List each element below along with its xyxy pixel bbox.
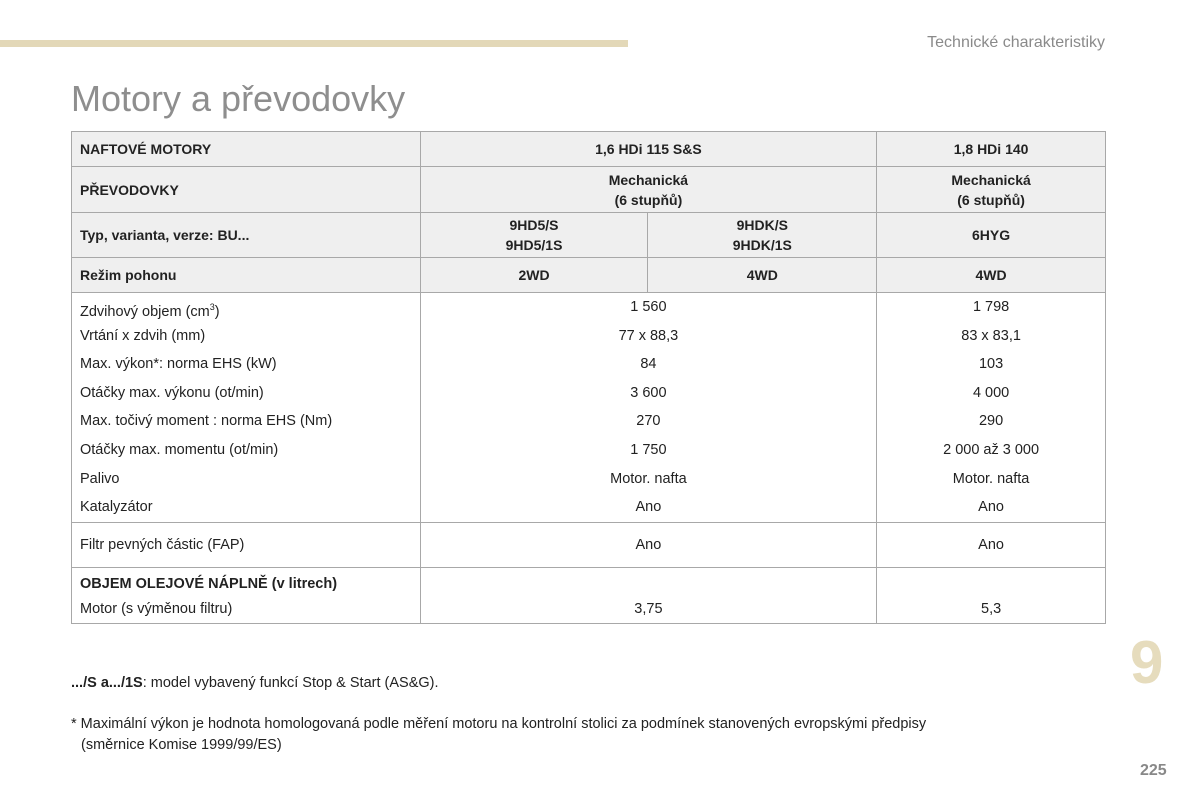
spec-labels bbox=[72, 293, 421, 523]
spec-values-b bbox=[877, 293, 1106, 523]
spec-value: 103 bbox=[978, 356, 1004, 373]
spec-label: Vrtání x zdvih (mm) bbox=[80, 327, 206, 344]
spec-value: Ano bbox=[635, 499, 662, 516]
table-row-gearbox bbox=[72, 167, 1106, 213]
spec-label: Palivo bbox=[80, 470, 120, 487]
drive-label: Režim pohonu bbox=[72, 258, 421, 293]
drive-b: 4WD bbox=[877, 258, 1106, 293]
table-row-oil bbox=[72, 595, 1106, 623]
fap-label: Filtr pevných částic (FAP) bbox=[72, 522, 421, 567]
table-row-drive bbox=[72, 258, 1106, 293]
footnote-power-line1: * Maximální výkon je hodnota homologovaná podle měření motoru na kontrolní stolici za podmínek stanovených evropskými předpisy bbox=[71, 716, 927, 732]
spec-value: 270 bbox=[636, 413, 661, 430]
spec-label: Katalyzátor bbox=[80, 499, 153, 516]
type-a1 bbox=[420, 213, 648, 258]
fap-b: Ano bbox=[877, 522, 1106, 567]
type-a1-line2: 9HD5/1S bbox=[505, 237, 563, 253]
oil-b: 5,3 bbox=[877, 595, 1106, 623]
section-title: Technické charakteristiky bbox=[927, 34, 1105, 51]
oil-label: Motor (s výměnou filtru) bbox=[72, 595, 421, 623]
spec-value: Motor. nafta bbox=[952, 470, 1030, 487]
spec-value: 83 x 83,1 bbox=[961, 327, 1021, 344]
drive-a2: 4WD bbox=[648, 258, 877, 293]
spec-value: 1 560 bbox=[630, 299, 667, 315]
engine-b-name: 1,8 HDi 140 bbox=[877, 132, 1106, 167]
spec-value: 77 x 88,3 bbox=[618, 327, 679, 344]
spec-value: 2 000 až 3 000 bbox=[943, 441, 1040, 458]
engine-spec-table bbox=[71, 131, 1106, 624]
page-number: 225 bbox=[1140, 762, 1167, 779]
spec-value: Ano bbox=[978, 499, 1004, 516]
spec-label: Otáčky max. výkonu (ot/min) bbox=[80, 384, 264, 401]
engine-a-name: 1,6 HDi 115 S&S bbox=[420, 132, 877, 167]
spec-values-a bbox=[420, 293, 877, 523]
spec-value: 1 798 bbox=[972, 299, 1010, 315]
engines-label: NAFTOVÉ MOTORY bbox=[72, 132, 421, 167]
type-a2-line2: 9HDK/1S bbox=[732, 237, 792, 253]
spec-value: 1 750 bbox=[630, 441, 667, 458]
type-a2-line1: 9HDK/S bbox=[736, 217, 788, 233]
spec-value: 84 bbox=[640, 356, 657, 373]
table-row-type bbox=[72, 213, 1106, 258]
type-label: Typ, varianta, verze: BU... bbox=[72, 213, 421, 258]
spec-value: 290 bbox=[978, 413, 1004, 430]
top-accent-bar bbox=[0, 40, 628, 47]
gearbox-a-line1: Mechanická bbox=[608, 171, 689, 188]
footnote-stop-start bbox=[71, 675, 439, 691]
spec-value: 4 000 bbox=[972, 384, 1010, 401]
spec-value: Motor. nafta bbox=[610, 470, 687, 487]
footnote-bold: .../S a.../1S bbox=[71, 675, 143, 691]
gearbox-b bbox=[877, 167, 1106, 213]
type-a2 bbox=[648, 213, 877, 258]
type-a1-line1: 9HD5/S bbox=[509, 217, 559, 233]
type-b: 6HYG bbox=[877, 213, 1106, 258]
chapter-number: 9 bbox=[1130, 629, 1164, 696]
spec-label: Max. výkon*: norma EHS (kW) bbox=[80, 356, 277, 373]
oil-heading: OBJEM OLEJOVÉ NÁPLNĚ (v litrech) bbox=[72, 567, 421, 595]
footnote-text: : model vybavený funkcí Stop & Start (AS&G). bbox=[142, 675, 439, 691]
table-row-fap bbox=[72, 522, 1106, 567]
spec-label: Zdvihový objem $(cm^3)$ bbox=[80, 302, 220, 320]
table-row-engines bbox=[72, 132, 1106, 167]
fap-a: Ano bbox=[420, 522, 877, 567]
oil-a: 3,75 bbox=[420, 595, 877, 623]
drive-a1: 2WD bbox=[420, 258, 648, 293]
spec-value: 3 600 bbox=[630, 384, 667, 401]
gearbox-a-line2: (6 stupňů) bbox=[614, 191, 683, 208]
spec-label: Max. točivý moment : norma EHS (Nm) bbox=[80, 413, 333, 430]
gearbox-b-line1: Mechanická bbox=[951, 171, 1031, 188]
gearbox-b-line2: (6 stupňů) bbox=[957, 191, 1025, 208]
table-row-specs bbox=[72, 293, 1106, 523]
gearbox-label: PŘEVODOVKY bbox=[72, 167, 421, 213]
spec-label: Otáčky max. momentu (ot/min) bbox=[80, 441, 279, 458]
gearbox-a bbox=[420, 167, 877, 213]
table-row-oil-heading bbox=[72, 567, 1106, 595]
footnote-power bbox=[71, 714, 926, 756]
page-title: Motory a převodovky bbox=[71, 78, 406, 119]
footnote-power-line2: (směrnice Komise 1999/99/ES) bbox=[81, 737, 282, 753]
